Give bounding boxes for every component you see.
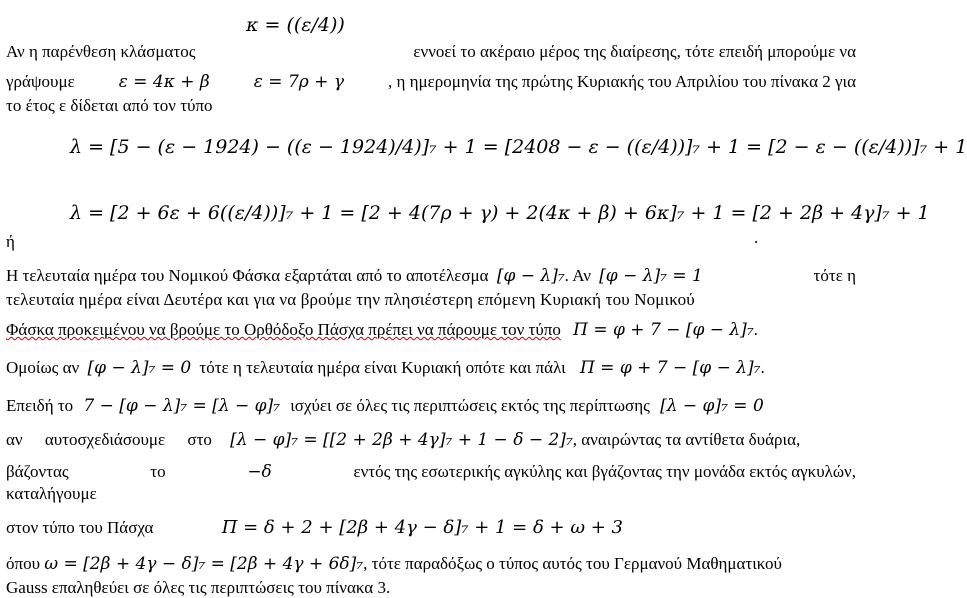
paragraph-line-11: καταλήγουμε	[6, 484, 97, 503]
line10-the: το	[150, 462, 166, 481]
line4-end: τότε η	[813, 266, 856, 285]
equation-lambda-second: λ = [2 + 6ε + 6((ε/4))]₇ + 1 = [2 + 4(7ρ + γ) + 2(4κ + β) + 6κ]₇ + 1 = [2 + 2β + 4γ]₇ + 1	[70, 202, 930, 224]
expr-lambda-minus-phi-eq-0: [λ − φ]₇ = 0	[660, 396, 764, 416]
line13-end: , τότε παραδόξως ο τύπος αυτός του Γερμανού Μαθηματικού	[363, 554, 782, 573]
paragraph-line-10	[6, 462, 856, 482]
line9-end: , αναιρώντας τα αντίθετα δυάρια,	[572, 430, 801, 449]
line4-start: Η τελευταία ημέρα του Νομικού Φάσκα εξαρτάται από το αποτέλεσμα	[6, 266, 489, 285]
kappa-definition: κ = ((ε/4))	[246, 14, 345, 36]
expr-lambda-minus-phi-expanded: [λ − φ]₇ = [[2 + 2β + 4γ]₇ + 1 − δ − 2]₇	[230, 430, 573, 450]
equation-epsilon-rho: ε = 7ρ + γ	[253, 72, 344, 92]
expr-phi-minus-lambda-eq-1: [φ − λ]₇ = 1	[599, 266, 703, 286]
line2-end: , η ημερομηνία της πρώτης Κυριακής του Απριλίου του πίνακα 2 για	[388, 72, 856, 91]
line1-start: Αν η παρένθεση κλάσματος	[6, 42, 196, 61]
paragraph-line-1	[6, 42, 856, 62]
equation-lambda-first: λ = [5 − (ε − 1924) − ((ε − 1924)/4)]₇ + 1 = [2408 − ε − ((ε/4))]₇ + 1 = [2 − ε − ((ε/4))]₇ + 1	[70, 136, 967, 158]
expr-phi-minus-lambda: [φ − λ]₇	[496, 266, 565, 286]
line7-middle: τότε η τελευταία ημέρα είναι Κυριακή οπότε και πάλι	[199, 358, 566, 377]
line9-if: αν	[6, 430, 23, 449]
line7-dot: .	[760, 358, 765, 377]
equation-epsilon-kappa: ε = 4κ + β	[118, 72, 210, 92]
line12-start: στον τύπο του Πάσχα	[6, 518, 154, 537]
expr-easter-formula: Π = δ + 2 + [2β + 4γ − δ]₇ + 1 = δ + ω + 3	[221, 517, 624, 538]
paragraph-line-2	[6, 72, 856, 92]
expr-phi-minus-lambda-eq-0: [φ − λ]₇ = 0	[87, 358, 192, 378]
line9-at: στο	[187, 430, 212, 449]
expr-pi-first: Π = φ + 7 − [φ − λ]₇	[573, 320, 754, 340]
paragraph-line-8	[6, 396, 856, 416]
line8-middle: ισχύει σε όλες τις περιπτώσεις εκτός της περίπτωσης	[290, 396, 650, 415]
paragraph-line-7	[6, 358, 856, 378]
expr-minus-delta: −δ	[247, 462, 272, 482]
paragraph-line-14: Gauss επαληθεύει σε όλες τις περιπτώσεις του πίνακα 3.	[6, 578, 391, 597]
line6-start: Φάσκα προκειμένου να βρούμε το Ορθόδοξο Πάσχα πρέπει να πάρουμε τον τύπο	[6, 320, 561, 339]
paragraph-line-6	[6, 320, 856, 340]
paragraph-line-3: το έτος ε δίδεται από τον τύπο	[6, 96, 213, 115]
expr-pi-second: Π = φ + 7 − [φ − λ]₇	[579, 358, 761, 378]
line6-dot: .	[753, 320, 758, 339]
line13-where: όπου	[6, 554, 40, 573]
paragraph-line-13	[6, 554, 856, 574]
line9-improvise: αυτοσχεδιάσουμε	[44, 430, 166, 449]
line4-if: . Αν	[564, 266, 591, 285]
stray-dot: .	[754, 228, 759, 247]
or-conjunction: ή	[6, 232, 15, 251]
line1-end: εννοεί το ακέραιο μέρος της διαίρεσης, τότε επειδή μπορούμε να	[413, 42, 856, 61]
line2-write: γράψουμε	[6, 72, 75, 91]
expr-seven-minus: 7 − [φ − λ]₇ = [λ − φ]₇	[83, 396, 280, 416]
paragraph-line-12	[6, 518, 856, 538]
paragraph-line-9	[6, 430, 856, 450]
line10-end: εντός της εσωτερικής αγκύλης και βγάζοντας την μονάδα εκτός αγκυλών,	[353, 462, 856, 481]
line7-start: Ομοίως αν	[6, 358, 80, 377]
line10-placing: βάζοντας	[6, 462, 69, 481]
paragraph-line-4	[6, 266, 856, 286]
paragraph-line-5: τελευταία ημέρα είναι Δευτέρα και για να βρούμε την πλησιέστερη επόμενη Κυριακή του Νομικού	[6, 290, 695, 309]
line8-start: Επειδή το	[6, 396, 74, 415]
expr-omega: ω = [2β + 4γ − δ]₇ = [2β + 4γ + 6δ]₇	[44, 554, 364, 574]
